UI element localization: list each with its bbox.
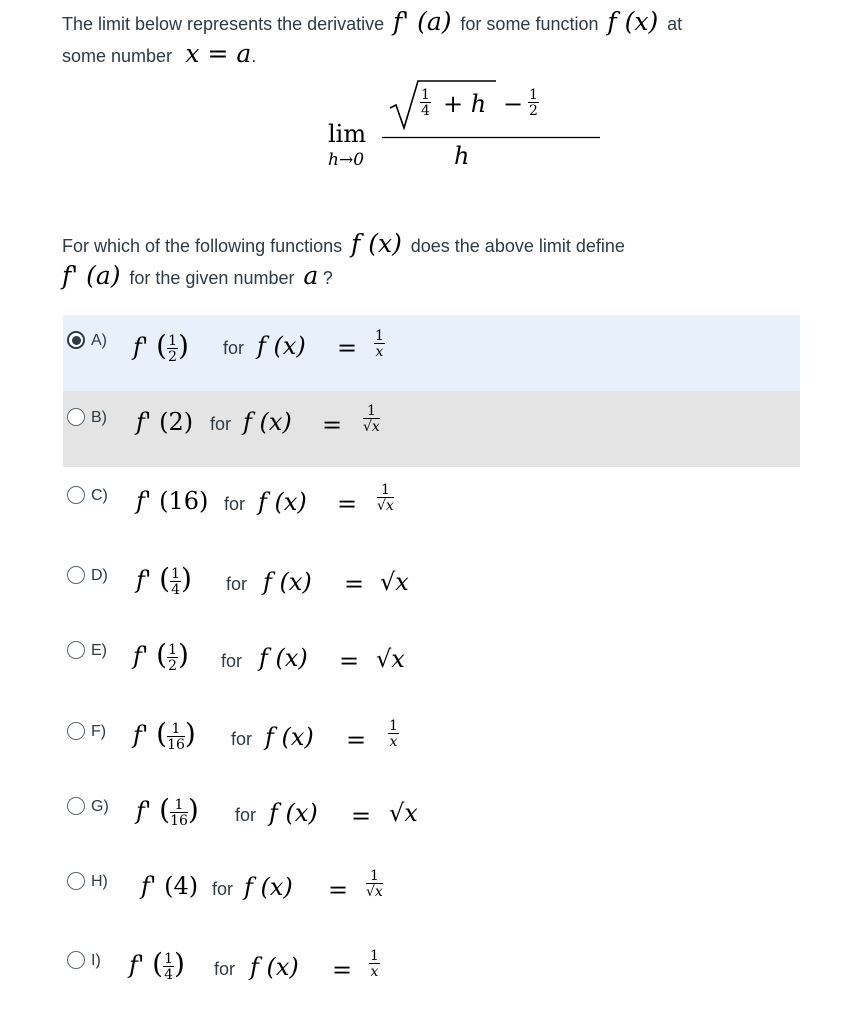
limit-expression <box>326 78 556 178</box>
option-d[interactable]: D) f' ( $\frac{1}{4}$ ) for f (x) = √x <box>63 543 800 619</box>
arg: (2) <box>159 408 194 436</box>
rhs-one-over-x: 1 x <box>375 328 384 360</box>
limit-denominator: h <box>454 142 470 170</box>
f-of-x: f (x) <box>263 568 312 596</box>
fraction-bar <box>382 136 602 140</box>
intro-text-3: at <box>667 14 683 34</box>
radio-button[interactable] <box>67 872 85 890</box>
rhs-sqrt-x: √x <box>376 645 405 673</box>
radio-button[interactable] <box>67 641 85 659</box>
rhs-one-over-sqrt-x: 1 √x <box>366 868 383 900</box>
fprime: f' <box>141 872 157 900</box>
intro-paragraph <box>62 8 822 72</box>
fprime: f' <box>133 721 149 749</box>
equals-sign: = <box>337 490 358 518</box>
lim-word: lim <box>328 120 367 148</box>
option-letter: H) <box>91 873 108 890</box>
option-b[interactable] <box>63 391 800 467</box>
quarter-fraction: 1 4 <box>421 87 430 119</box>
question-text-3: for the given number <box>129 268 295 288</box>
fprime: f' <box>136 797 152 825</box>
arg-fraction: $\frac{1}{4}$ <box>164 950 173 983</box>
rhs-one-over-sqrt-x: 1 √x <box>377 482 394 514</box>
question-text-2: does the above limit define <box>410 236 625 256</box>
half-fraction: 1 2 <box>529 87 538 119</box>
equals-sign: = <box>328 876 349 904</box>
radio-button[interactable] <box>67 486 85 504</box>
arg-fraction: $\frac{1}{16}$ <box>170 796 188 829</box>
option-letter: I) <box>91 952 101 969</box>
intro-text-5: . <box>251 46 257 66</box>
f-of-x: f (x) <box>259 644 308 672</box>
radio-button[interactable] <box>67 566 85 584</box>
fprime: f' <box>133 642 149 670</box>
intro-text-1: The limit below represents the derivative <box>62 14 385 34</box>
intro-fprime-a: f' (a) <box>393 7 452 36</box>
option-f[interactable]: F) f' ( $\frac{1}{16}$ ) for f (x) = 1 x <box>63 695 800 771</box>
question-paragraph <box>62 230 822 294</box>
f-of-x: f (x) <box>258 488 307 516</box>
option-e[interactable]: E) f' ( $\frac{1}{2}$ ) for f (x) = √x <box>63 619 800 695</box>
intro-f-x: f (x) <box>607 7 659 36</box>
for-word: for <box>214 959 236 979</box>
radio-button-selected[interactable] <box>67 331 85 349</box>
option-a[interactable]: A) f' ( $\frac{1}{2}$ ) for f (x) = 1 x <box>63 315 800 391</box>
f-of-x: f (x) <box>269 799 318 827</box>
f-of-x: f (x) <box>244 873 293 901</box>
minus-sign: − <box>503 90 524 118</box>
for-word: for <box>224 494 246 514</box>
for-word: for <box>226 574 248 594</box>
arg: (16) <box>159 487 209 515</box>
f-of-x: f (x) <box>250 953 299 981</box>
fprime: f' <box>136 408 152 436</box>
equals-sign: = <box>337 334 358 362</box>
equals-sign: = <box>344 570 365 598</box>
rhs-sqrt-x: √x <box>380 568 409 596</box>
radio-button[interactable] <box>67 722 85 740</box>
option-g[interactable]: G) f' ( $\frac{1}{16}$ ) for f (x) = √x <box>63 771 800 847</box>
radio-button[interactable] <box>67 797 85 815</box>
option-c[interactable] <box>63 467 800 543</box>
radio-button[interactable] <box>67 951 85 969</box>
intro-text-2: for some function <box>460 14 599 34</box>
option-letter: F) <box>91 723 107 740</box>
arg: (4) <box>164 872 199 900</box>
question-f-x: f (x) <box>351 229 402 258</box>
option-h[interactable] <box>63 847 800 923</box>
option-letter: E) <box>91 642 107 659</box>
rhs-one-over-x: 1 x <box>389 718 398 750</box>
for-word: for <box>212 879 234 899</box>
rhs-one-over-sqrt-x: 1 √x <box>363 403 380 435</box>
option-letter: G) <box>91 798 109 815</box>
fprime: f' <box>129 951 145 979</box>
option-letter: D) <box>91 567 108 584</box>
equals-sign: = <box>351 802 372 830</box>
f-of-x: f (x) <box>243 408 292 436</box>
option-letter: C) <box>91 487 108 504</box>
for-word: for <box>235 805 257 825</box>
f-of-x: f (x) <box>265 723 314 751</box>
equals-sign: = <box>332 956 353 984</box>
arg-fraction: $\frac{1}{16}$ <box>167 720 185 753</box>
equals-sign: = <box>346 726 367 754</box>
question-a: a <box>303 261 319 290</box>
plus-h: + h <box>443 90 487 118</box>
option-letter: B) <box>91 409 107 426</box>
equals-sign: = <box>339 647 360 675</box>
fprime: f' <box>136 487 152 515</box>
for-word: for <box>210 414 232 434</box>
arg-fraction: $\frac{1}{2}$ <box>168 641 177 674</box>
arg-fraction: $\frac{1}{2}$ <box>168 332 177 365</box>
question-text-4: ? <box>322 268 333 288</box>
intro-x-eq-a: x = a <box>185 39 252 68</box>
for-word: for <box>231 729 253 749</box>
rhs-one-over-x: 1 x <box>370 948 379 980</box>
option-i[interactable]: I) f' ( $\frac{1}{4}$ ) for f (x) = 1 x <box>63 923 800 999</box>
question-text-1: For which of the following functions <box>62 236 343 256</box>
option-letter: A) <box>91 332 107 349</box>
fprime: f' <box>133 333 149 361</box>
for-word: for <box>221 651 243 671</box>
fprime: f' <box>136 566 152 594</box>
for-word: for <box>223 338 245 358</box>
lim-subscript: h→0 <box>328 150 365 170</box>
arg-fraction: $\frac{1}{4}$ <box>171 565 180 598</box>
question-fprime-a: f' (a) <box>62 261 121 290</box>
equals-sign: = <box>322 411 343 439</box>
radio-button[interactable] <box>67 408 85 426</box>
f-of-x: f (x) <box>257 332 306 360</box>
rhs-sqrt-x: √x <box>389 799 418 827</box>
intro-text-4: some number <box>62 46 173 66</box>
